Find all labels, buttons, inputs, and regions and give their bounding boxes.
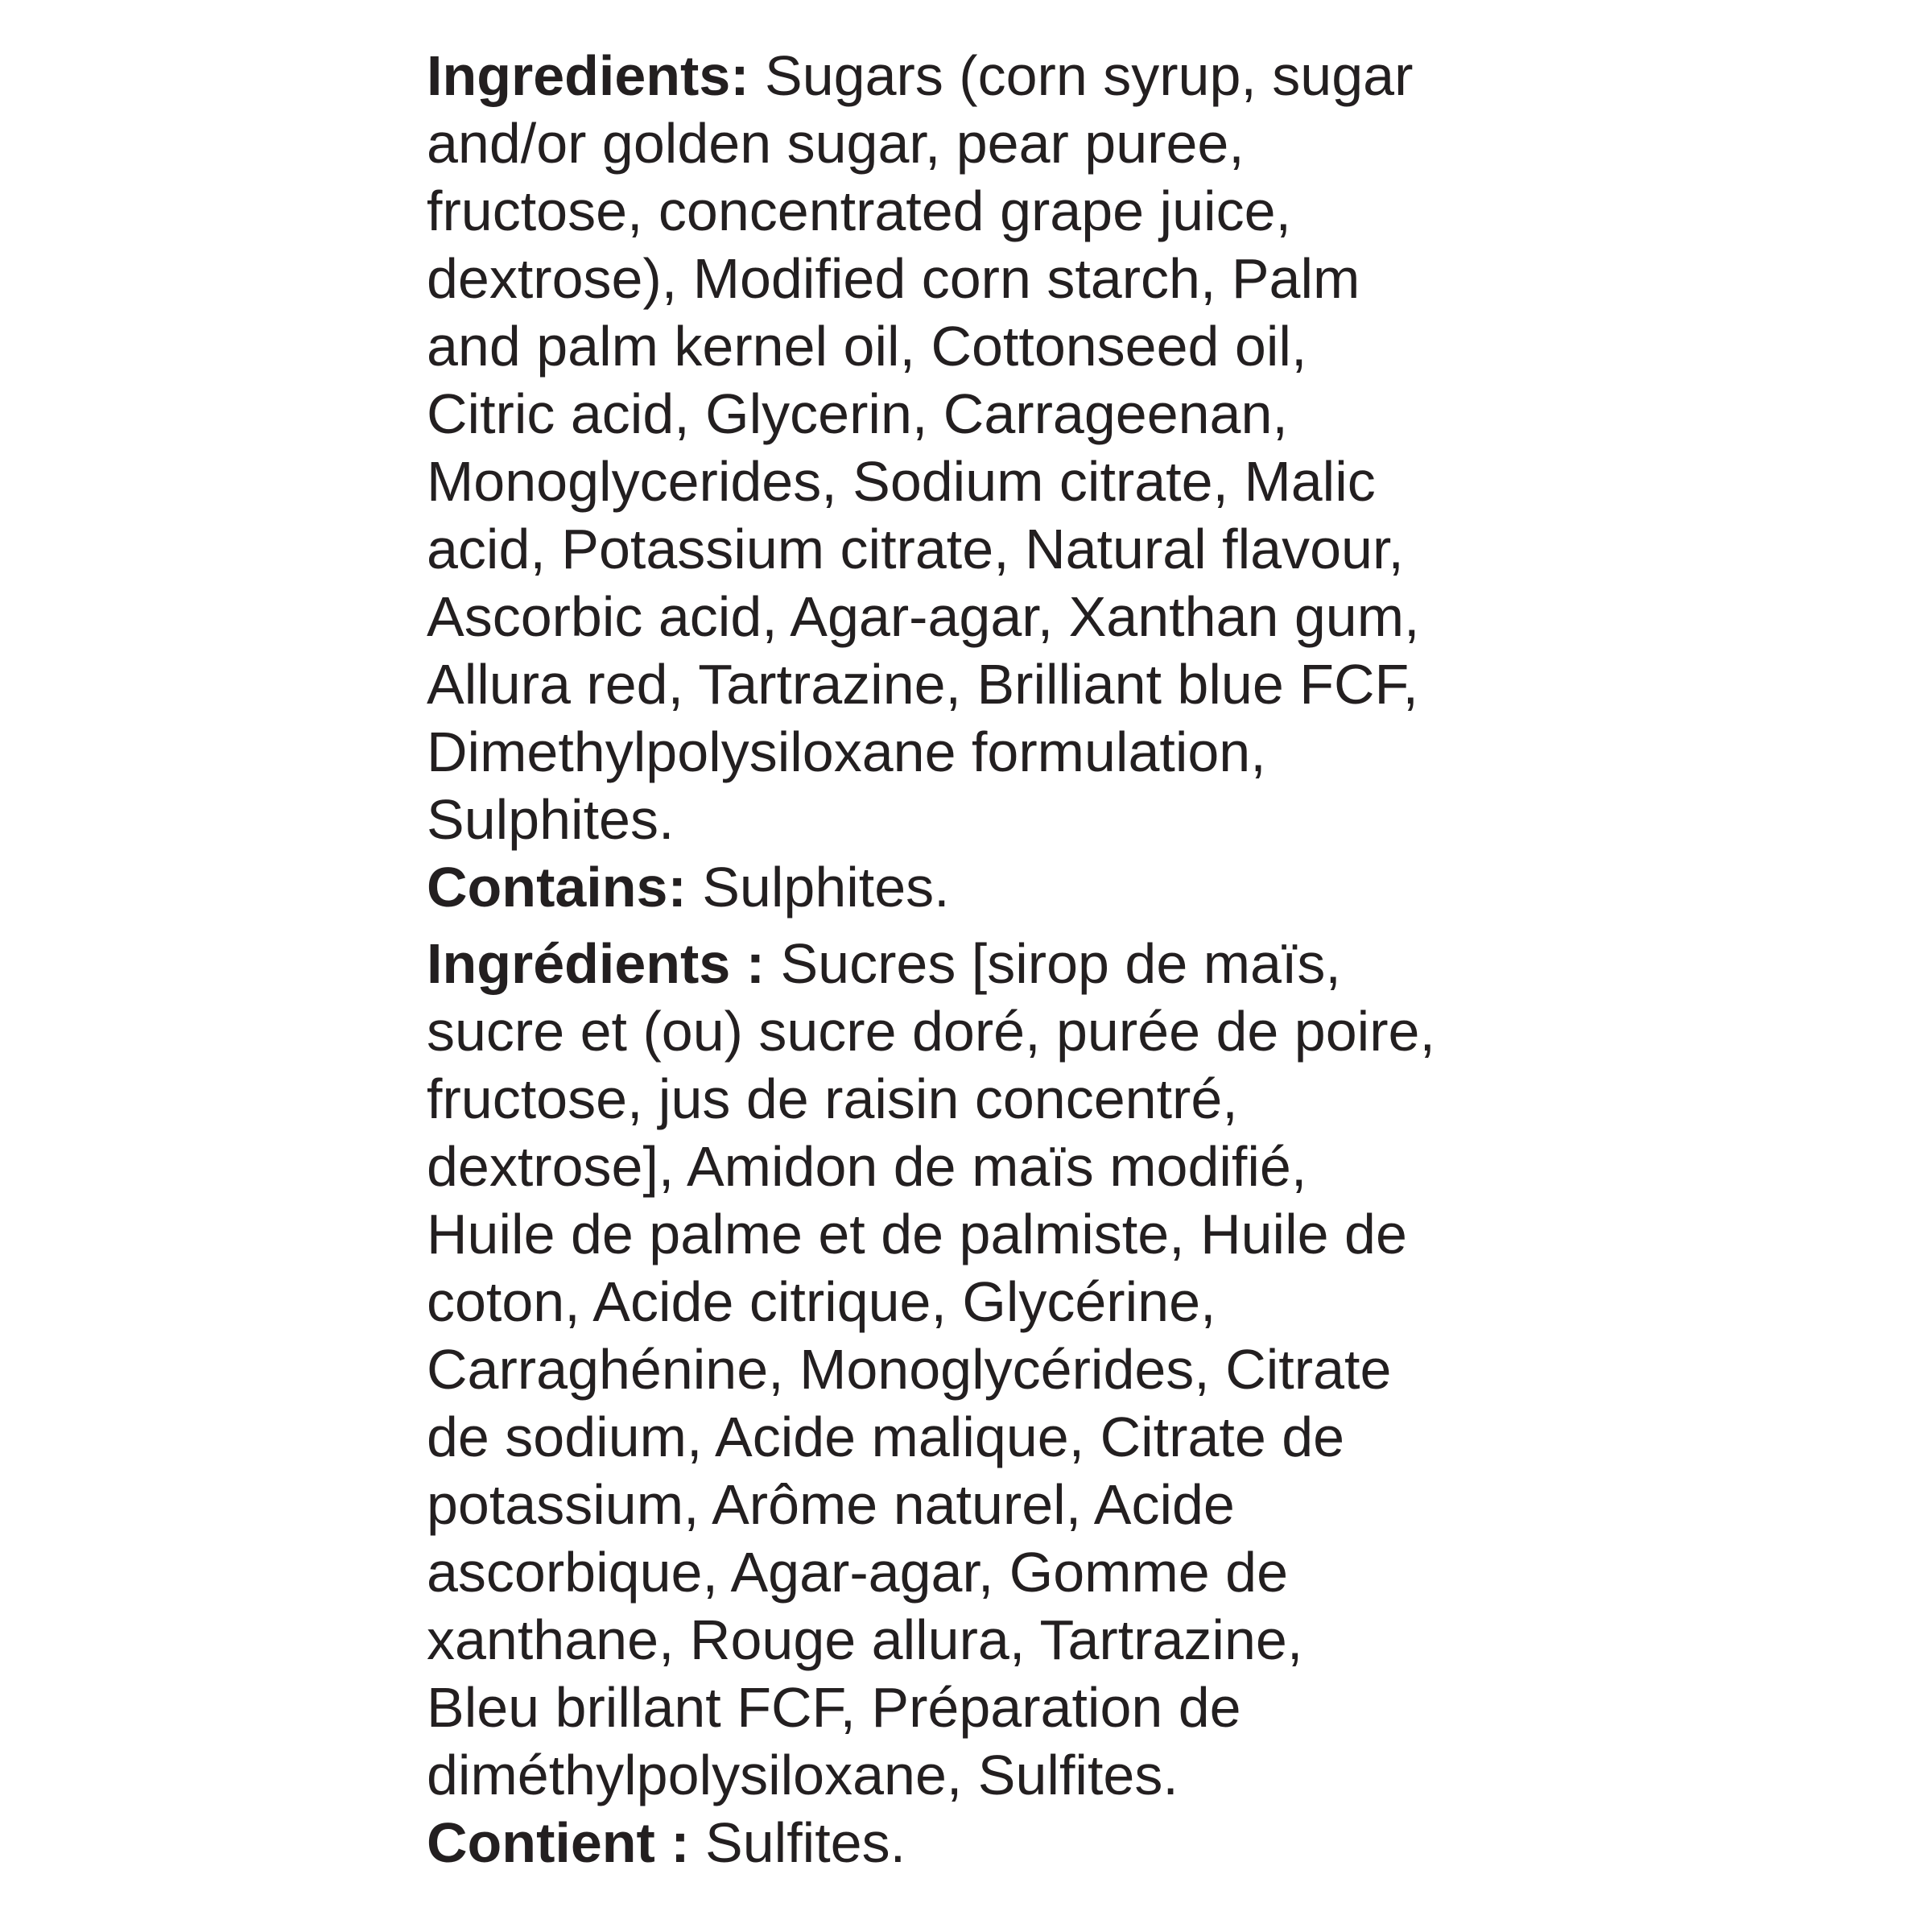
english-ingredients-line: Dimethylpolysiloxane formulation,: [427, 720, 1266, 783]
english-contains-text: Sulphites.: [686, 856, 950, 919]
french-ingredients-line: sucre et (ou) sucre doré, purée de poire,: [427, 1000, 1435, 1063]
french-ingredients-first-line: [427, 930, 1554, 997]
english-ingredients-line: Sulphites.: [427, 788, 675, 851]
french-ingredients-line: Huile de palme et de palmiste, Huile de: [427, 1203, 1407, 1265]
english-ingredients-heading: Ingredients:: [427, 44, 749, 107]
french-ingredients-line: coton, Acide citrique, Glycérine,: [427, 1270, 1216, 1333]
french-ingredients-line: ascorbique, Agar-agar, Gomme de: [427, 1541, 1289, 1604]
ingredients-label-panel: [427, 42, 1554, 1876]
french-contains-text: Sulfites.: [689, 1811, 906, 1874]
french-ingredients-line: diméthylpolysiloxane, Sulfites.: [427, 1744, 1179, 1806]
french-ingredients-line: potassium, Arôme naturel, Acide: [427, 1473, 1235, 1536]
english-ingredients-line: Sugars (corn syrup, sugar: [749, 44, 1414, 107]
english-ingredients-line: Citric acid, Glycerin, Carrageenan,: [427, 382, 1288, 445]
english-ingredients-line: Allura red, Tartrazine, Brilliant blue FCF,: [427, 653, 1418, 716]
english-ingredients-line: Monoglycerides, Sodium citrate, Malic: [427, 450, 1376, 513]
french-ingredients-line: fructose, jus de raisin concentré,: [427, 1067, 1238, 1130]
english-ingredients-line: Ascorbic acid, Agar-agar, Xanthan gum,: [427, 585, 1420, 648]
english-ingredients-line: dextrose), Modified corn starch, Palm: [427, 247, 1360, 310]
french-ingredients-block: [427, 930, 1554, 1876]
french-ingredients-line: xanthane, Rouge allura, Tartrazine,: [427, 1608, 1303, 1671]
french-ingredients-line: dextrose], Amidon de maïs modifié,: [427, 1135, 1307, 1198]
english-ingredients-block: [427, 42, 1554, 921]
french-ingredients-line: Carraghénine, Monoglycérides, Citrate: [427, 1338, 1392, 1401]
english-ingredients-line: acid, Potassium citrate, Natural flavour,: [427, 518, 1404, 580]
french-ingredients-heading: Ingrédients :: [427, 932, 766, 995]
english-contains-heading: Contains:: [427, 856, 687, 919]
french-ingredients-line: Bleu brillant FCF, Préparation de: [427, 1676, 1241, 1739]
french-ingredients-line: de sodium, Acide malique, Citrate de: [427, 1406, 1345, 1468]
french-ingredients-line: Sucres [sirop de maïs,: [765, 932, 1341, 995]
english-ingredients-first-line: [427, 42, 1554, 109]
english-ingredients-line: and/or golden sugar, pear puree,: [427, 112, 1245, 175]
english-ingredients-line: and palm kernel oil, Cottonseed oil,: [427, 315, 1307, 378]
french-contains-heading: Contient :: [427, 1811, 690, 1874]
english-ingredients-line: fructose, concentrated grape juice,: [427, 180, 1291, 242]
english-contains-line: [427, 853, 1554, 921]
french-contains-line: [427, 1809, 1554, 1876]
